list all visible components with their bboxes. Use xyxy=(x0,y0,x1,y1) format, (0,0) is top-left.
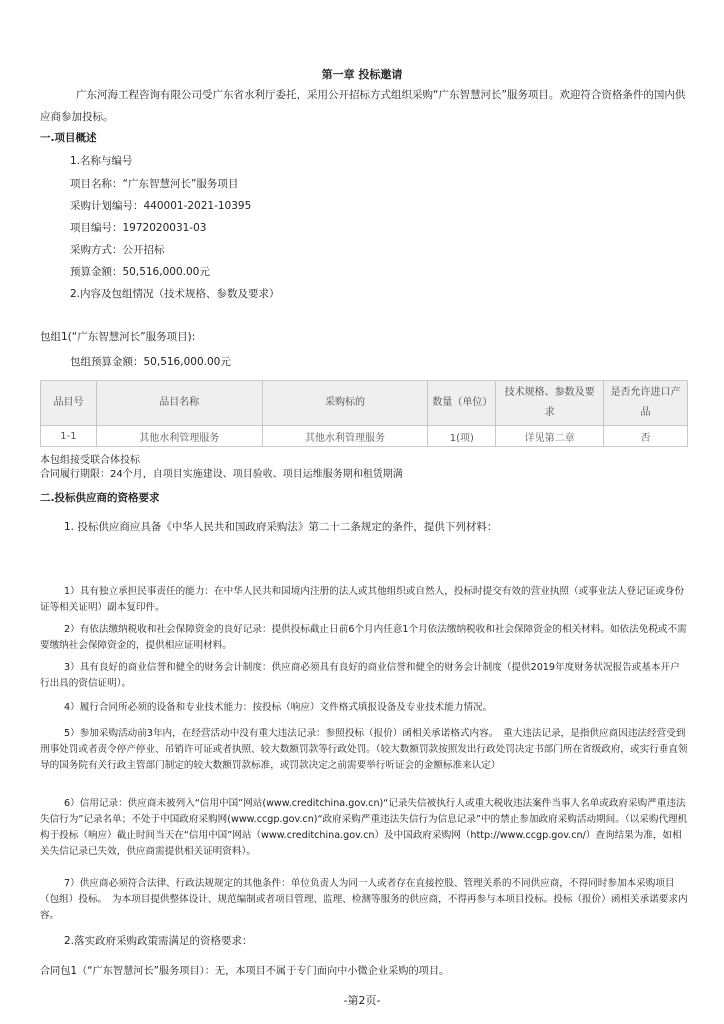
project-name: 项目名称：“广东智慧河长”服务项目 xyxy=(70,178,239,190)
qualification-item-5: 5）参加采购活动前3年内，在经营活动中没有重大违法记录：参照投标（报价）函相关承诺格式内容。 重大违法记录，是指供应商因违法经营受到刑事处罚或者责令停产停业、吊销许可证或者执照、较大数额罚款等行政处罚。（较大数额罚款按照发出行政处罚决定书部门所在省级政府，或实行垂直领导的国务院有关行政主管部门制定的较大数额罚款标准，或罚款决定之前需要举行听证会的金额标准来认定） xyxy=(40,728,688,771)
cell-item-name: 其他水利管理服务 xyxy=(96,426,262,447)
qualification-item-3: 3）具有良好的商业信誉和健全的财务会计制度：供应商必须具有良好的商业信誉和健全的财务会计制度（提供2019年度财务状况报告或基本开户行出具的资信证明）。 xyxy=(40,662,680,689)
table-row xyxy=(41,426,688,447)
page-number: -第2页- xyxy=(343,994,381,1007)
qualification-item-6: 6）信用记录：供应商未被列入“信用中国”网站(www.creditchina.gov.cn)“记录失信被执行人或重大税收违法案件当事人名单或政府采购严重违法失信行为”记录名单；不处于中国政府采购网(www.ccgp.gov.cn)“政府采购严重违法失信行为信息记录”中的禁止参加政府采购活动期间。（以采购代理机构于投标（响应）截止时间当天在“信用中国”网站（www.creditchina.gov.cn）及中国政府采购网（http://www.ccgp.gov.cn/）查询结果为准，如相关失信记录已失效，供应商需提供相关证明资料）。 xyxy=(40,798,688,857)
col-header-spec: 技术规格、参数及要求 xyxy=(496,381,604,426)
cell-quantity: 1(项) xyxy=(428,426,496,447)
qualification-item-7: 7）供应商必须符合法律、行政法规规定的其他条件：单位负责人为同一人或者存在直接控股、管理关系的不同供应商，不得同时参加本采购项目（包组）投标。 为本项目提供整体设计、规范编制或者项目管理、监理、检测等服务的供应商，不得再参与本项目投标。投标（报价）函相关承诺要求内容。 xyxy=(40,878,688,921)
plan-number: 采购计划编号：440001-2021-10395 xyxy=(70,200,252,212)
col-header-item-no: 品目号 xyxy=(41,381,97,426)
policy-statement: 合同包1（“广东智慧河长”服务项目）：无，本项目不属于专门面向中小微企业采购的项目。 xyxy=(40,966,450,977)
section1-sub2: 2.内容及包组情况（技术规格、参数及要求） xyxy=(70,288,280,300)
qualification-item-1: 1）具有独立承担民事责任的能力：在中华人民共和国境内注册的法人或其他组织或自然人，投标时提交有效的营业执照（或事业法人登记证或身份证等相关证明）副本复印件。 xyxy=(40,586,685,613)
col-header-import: 是否允许进口产品 xyxy=(604,381,688,426)
section1-heading: 一.项目概述 xyxy=(40,132,97,144)
intro-paragraph: 广东河海工程咨询有限公司受广东省水利厅委托，采用公开招标方式组织采购“广东智慧河长”服务项目。欢迎符合资格条件的国内供应商参加投标。 xyxy=(40,89,686,123)
cell-item-no: 1-1 xyxy=(41,426,97,447)
package-budget: 包组预算金额：50,516,000.00元 xyxy=(70,356,231,368)
procurement-method: 采购方式：公开招标 xyxy=(70,244,165,256)
col-header-item-name: 品目名称 xyxy=(96,381,262,426)
chapter-title: 第一章 投标邀请 xyxy=(321,68,403,81)
col-header-subject: 采购标的 xyxy=(262,381,428,426)
budget-amount: 预算金额：50,516,000.00元 xyxy=(70,266,210,278)
section2-sub1: 1. 投标供应商应具备《中华人民共和国政府采购法》第二十二条规定的条件，提供下列材料： xyxy=(64,521,498,533)
contract-period: 合同履行期限：24个月，自项目实施建设、项目验收、项目运维服务期和租赁期满 xyxy=(40,469,403,480)
cell-subject: 其他水利管理服务 xyxy=(262,426,428,447)
col-header-quantity: 数量（单位） xyxy=(428,381,496,426)
items-table xyxy=(40,380,688,447)
section1-sub1: 1.名称与编号 xyxy=(70,155,133,167)
project-number: 项目编号：1972020031-03 xyxy=(70,222,207,234)
qualification-item-2: 2）有依法缴纳税收和社会保障资金的良好记录：提供投标截止日前6个月内任意1个月依法缴纳税收和社会保障资金的相关材料。如依法免税或不需要缴纳社会保障资金的，提供相应证明材料。 xyxy=(40,624,687,651)
section2-sub2: 2.落实政府采购政策需满足的资格要求： xyxy=(64,935,253,947)
consortium-note: 本包组接受联合体投标 xyxy=(40,455,140,466)
section2-heading: 二.投标供应商的资格要求 xyxy=(40,492,160,504)
table-header-row xyxy=(41,381,688,426)
cell-spec: 详见第二章 xyxy=(496,426,604,447)
qualification-item-4: 4）履行合同所必须的设备和专业技术能力：按投标（响应）文件格式填报设备及专业技术能力情况。 xyxy=(64,702,493,713)
cell-import: 否 xyxy=(604,426,688,447)
package-title: 包组1(“广东智慧河长”服务项目): xyxy=(40,331,196,343)
